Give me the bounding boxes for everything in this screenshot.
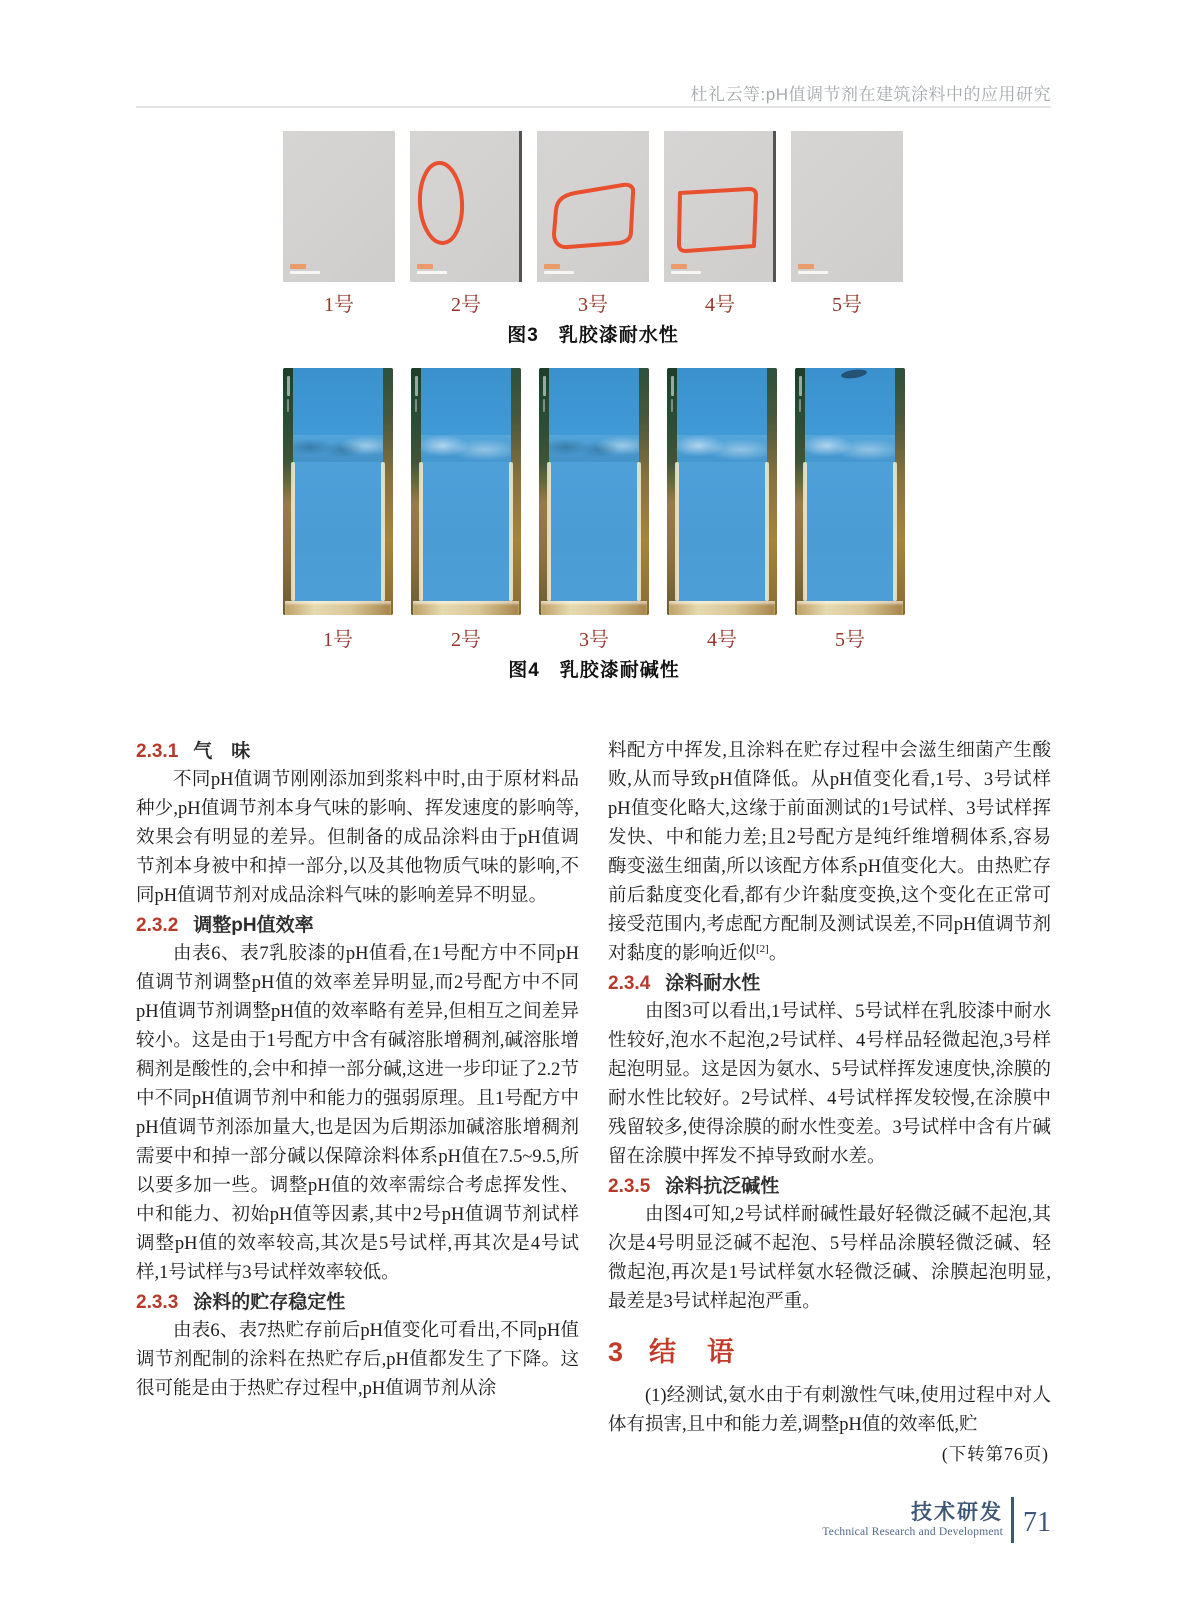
right-column — [608, 737, 1051, 1469]
footer-title-zh: 技术研发 — [911, 1500, 1003, 1524]
camera-watermark — [671, 376, 674, 412]
page-footer — [136, 1494, 1051, 1546]
heading-title: 气 味 — [193, 741, 251, 762]
footer-divider — [1011, 1497, 1014, 1543]
continuation-note: (下转第76页) — [941, 1444, 1049, 1464]
figure4-photo-row — [283, 368, 905, 615]
figure3-sample-photo-1 — [283, 131, 395, 282]
paragraph-2-3-5: 由图4可知,2号试样耐碱性最好轻微泛碱不起泡,其次是4号明显泛碱不起泡、5号样品涂膜轻微泛碱、轻微起泡,再次是1号试样氨水轻微泛碱、涂膜起泡明显,最差是3号试样起泡严重。 — [608, 1205, 1051, 1312]
paragraph-2-3-4: 由图3可以看出,1号试样、5号试样在乳胶漆中耐水性较好,泡水不起泡,2号试样、4号样品轻微起泡,3号样起泡明显。这是因为氨水、5号试样挥发速度快,涂膜的耐水性比较好。2号试样、4号试样挥发较慢,在涂膜中残留较多,使得涂膜的耐水性变差。3号试样中含有片碱留在涂膜中挥发不掉导致耐水差。 — [608, 1002, 1051, 1167]
heading-2-3-3 — [136, 1288, 579, 1317]
heading-2-3-2 — [136, 911, 579, 940]
camera-watermark — [544, 264, 574, 274]
figure3-label-2: 2号 — [451, 294, 481, 316]
camera-watermark — [798, 264, 828, 274]
camera-watermark — [290, 264, 320, 274]
heading-2-3-5 — [608, 1172, 1051, 1201]
figure4-labels — [283, 623, 905, 652]
heading-2-3-1 — [136, 737, 579, 766]
figure3-block — [283, 131, 903, 347]
heading-title: 涂料耐水性 — [665, 973, 761, 994]
heading-number: 2.3.2 — [136, 915, 179, 936]
heading-title: 结 语 — [649, 1337, 737, 1367]
figure3-sample-photo-3 — [537, 131, 649, 282]
figure3-label-5: 5号 — [832, 294, 862, 316]
paragraph-text: 料配方中挥发,且涂料在贮存过程中会滋生细菌产生酸败,从而导致pH值降低。从pH值变化看,1号、3号试样pH值变化略大,这缘于前面测试的1号试样、3号试样挥发快、中和能力差;且2号配方是纯纤维增稠体系,容易酶变滋生细菌,所以该配方体系pH值变化大。由热贮存前后黏度变化看,都有少许黏度变换,这个变化在正常可接受范围内,考虑配方配制及测试误差,不同pH值调节剂对黏度的影响近似 — [608, 741, 1051, 964]
camera-watermark — [287, 376, 290, 412]
figure4-caption: 图4 乳胶漆耐碱性 — [508, 660, 680, 681]
figure3-sample-photo-4 — [664, 131, 776, 282]
footer-section-title — [822, 1501, 1003, 1540]
figure4-sample-photo-5 — [795, 368, 905, 615]
figure3-caption: 图3 乳胶漆耐水性 — [507, 325, 679, 346]
figure3-label-4: 4号 — [705, 294, 735, 316]
heading-number: 2.3.4 — [608, 973, 651, 994]
heading-conclusion — [608, 1332, 1051, 1372]
figure4-label-2: 2号 — [451, 629, 481, 651]
figure4-label-3: 3号 — [579, 629, 609, 651]
page-number: 71 — [1023, 1507, 1051, 1538]
paragraph-2-3-2: 由表6、表7乳胶漆的pH值看,在1号配方中不同pH值调节剂调整pH值的效率差异明显,而2号配方中不同pH值调节剂调整pH值的效率略有差异,但相互之间差异较小。这是由于1号配方中含有碱溶胀增稠剂,碱溶胀增稠剂是酸性的,会中和掉一部分碱,这进一步印证了2.2节中不同pH值调节剂中和能力的强弱原理。且1号配方中pH值调节剂添加量大,也是因为后期添加碱溶胀增稠剂需要中和掉一部分碱以保障涂料体系pH值在7.5~9.5,所以要多加一些。调整pH值的效率需综合考虑挥发性、中和能力、初始pH值等因素,其中2号pH值调节剂试样调整pH值的效率较高,其次是5号试样,再其次是4号试样,1号试样与3号试样效率较低。 — [136, 944, 579, 1283]
footer-title-en: Technical Research and Development — [822, 1525, 1003, 1538]
heading-number: 2.3.1 — [136, 741, 179, 762]
heading-title: 涂料的贮存稳定性 — [193, 1292, 346, 1313]
camera-watermark — [415, 376, 418, 412]
paragraph-2-3-1: 不同pH值调节刚刚添加到浆料中时,由于原材料品种少,pH值调节剂本身气味的影响、挥发速度的影响等,效果会有明显的差异。但制备的成品涂料由于pH值调节剂本身被中和掉一部分,以及其他物质气味的影响,不同pH值调节剂对成品涂料气味的影响差异不明显。 — [136, 770, 579, 906]
paragraph-text: 。 — [768, 944, 788, 964]
heading-title: 涂料抗泛碱性 — [665, 1176, 780, 1197]
figure4-sample-photo-2 — [411, 368, 521, 615]
figure4-label-5: 5号 — [835, 629, 865, 651]
dark-smudge — [841, 368, 868, 380]
paragraph-2-3-3: 由表6、表7热贮存前后pH值变化可看出,不同pH值调节剂配制的涂料在热贮存后,pH值都发生了下降。这很可能是由于热贮存过程中,pH值调节剂从涂 — [136, 1321, 579, 1399]
paragraph-conclusion: (1)经测试,氨水由于有刺激性气味,使用过程中对人体有损害,且中和能力差,调整pH值的效率低,贮 — [608, 1386, 1051, 1435]
left-column — [136, 737, 579, 1469]
figure4-label-1: 1号 — [323, 629, 353, 651]
figure3-sample-photo-2 — [410, 131, 522, 282]
figure4-label-4: 4号 — [707, 629, 737, 651]
figure4-sample-photo-3 — [539, 368, 649, 615]
red-trapezoid-annotation — [537, 131, 649, 282]
heading-title: 调整pH值效率 — [193, 915, 314, 936]
camera-watermark — [417, 264, 447, 274]
camera-watermark — [671, 264, 701, 274]
figure4-sample-photo-1 — [283, 368, 393, 615]
citation-ref: [2] — [756, 942, 769, 955]
heading-2-3-4 — [608, 969, 1051, 998]
body-columns — [136, 737, 1051, 1469]
camera-watermark — [799, 376, 802, 412]
figure3-label-1: 1号 — [324, 294, 354, 316]
camera-watermark — [543, 376, 546, 412]
figure3-labels — [283, 288, 903, 317]
heading-number: 2.3.3 — [136, 1292, 179, 1313]
figure4-sample-photo-4 — [667, 368, 777, 615]
heading-number: 3 — [608, 1337, 626, 1367]
figure3-photo-row — [283, 131, 903, 282]
red-square-annotation — [664, 131, 776, 282]
heading-number: 2.3.5 — [608, 1176, 651, 1197]
header-rule — [136, 106, 1051, 108]
figure3-label-3: 3号 — [578, 294, 608, 316]
paragraph-2-3-3-continued — [608, 737, 1051, 969]
running-header: 杜礼云等:pH值调节剂在建筑涂料中的应用研究 — [690, 85, 1051, 104]
red-oval-annotation — [410, 131, 522, 282]
figure3-sample-photo-5 — [791, 131, 903, 282]
figure4-block — [283, 368, 905, 682]
